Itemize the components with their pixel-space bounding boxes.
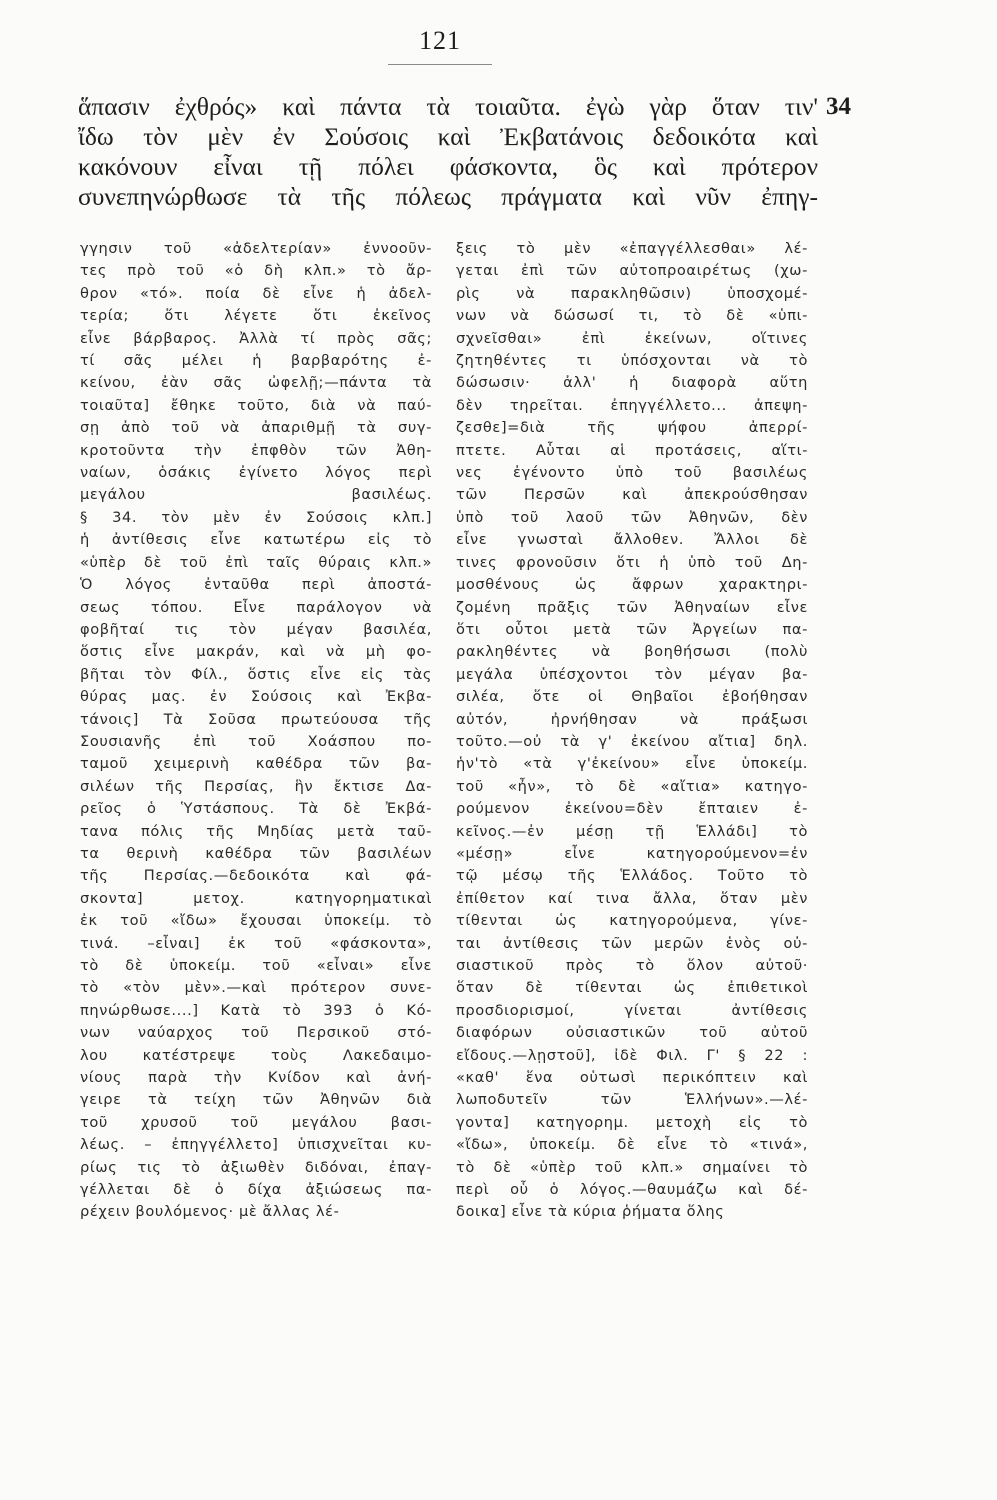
commentary-line: ρακληθέντες νὰ βοηθήσωσι (πολὺ [456,643,808,661]
commentary-line: δώσωσιν· ἀλλ' ἡ διαφορὰ αὕτη [456,374,808,392]
main-text [78,92,818,212]
commentary-line: κείνου, ἐὰν σᾶς ὠφελῇ;—πάντα τὰ [80,374,432,392]
commentary-line: ρίως τις τὸ ἀξιωθὲν διδόναι, ἐπαγ- [80,1158,432,1176]
commentary-line: πηνώρθωσε....] Κατὰ τὸ 393 ὁ Κό- [80,1001,432,1019]
commentary-line: ξεις τὸ μὲν «ἐπαγγέλλεσθαι» λέ- [456,240,808,257]
commentary-line: § 34. τὸν μὲν ἐν Σούσοις κλπ.] [80,508,432,526]
commentary-line: σιαστικοῦ πρὸς τὸ ὅλον αὐτοῦ· [456,957,808,974]
commentary-line: τὸ δὲ ὑποκείμ. τοῦ «εἶναι» εἶνε [80,957,432,974]
commentary-line: ρέχειν βουλόμενος· μὲ ἄλλας λέ- [80,1203,340,1221]
commentary-line: δοικα] εἶνε τὰ κύρια ῥήματα ὅλης [456,1203,725,1221]
commentary-line: μεγάλου βασιλέως. [80,486,432,504]
header-rule [388,64,492,65]
commentary-line: κροτοῦντα τὴν ἐπφθὸν τῶν Ἀθη- [80,441,432,459]
commentary-line: τοῦ «ἦν», τὸ δὲ «αἴτια» κατηγο- [456,777,808,795]
commentary-line: ὅστις εἶνε μακράν, καὶ νὰ μὴ φο- [80,643,432,661]
commentary-line: γέλλεται δὲ ὁ δίχα ἀξιώσεως πα- [80,1181,432,1199]
commentary-line: ἐκ τοῦ «ἴδω» ἔχουσαι ὑποκείμ. τὸ [80,912,432,930]
commentary-line: «ἴδω», ὑποκείμ. δὲ εἶνε τὸ «τινά», [456,1136,808,1154]
commentary-line: φοβῆταί τις τὸν μέγαν βασιλέα, [80,620,432,638]
commentary-line: ρὶς νὰ παρακληθῶσιν) ὑποσχομέ- [456,284,808,302]
commentary-left-column [80,238,432,1224]
commentary-line: προσδιορισμοί, γίνεται ἀντίθεσις [456,1001,808,1019]
commentary-line: ταμοῦ χειμερινὴ καθέδρα τῶν βα- [80,755,432,773]
commentary-line: λου κατέστρεψε τοὺς Λακεδαιμο- [80,1046,432,1064]
commentary-line: τῷ μέσῳ τῆς Ἑλλάδος. Τοῦτο τὸ [456,867,808,885]
commentary-line: σῃ ἀπὸ τοῦ νὰ ἀπαριθμῇ τὰ συγ- [80,419,432,437]
commentary-line: γεται ἐπὶ τῶν αὐτοπροαιρέτως (χω- [456,262,808,280]
margin-section-number: 34 [826,93,851,120]
commentary-line: πτετε. Αὗται αἱ προτάσεις, αἵτι- [456,441,808,459]
commentary-line: ζομένη πρᾶξις τῶν Ἀθηναίων εἶνε [456,598,808,616]
commentary-line: τῆς Περσίας.—δεδοικότα καὶ φά- [80,867,432,885]
commentary-line: ὑπὸ τοῦ λαοῦ τῶν Ἀθηνῶν, δὲν [456,508,808,526]
commentary-line: δὲν τηρεῖται. ἐπηγγέλλετο... ἀπεψη- [456,396,808,414]
commentary-line: γοντα] κατηγορημ. μετοχὴ εἰς τὸ [456,1113,808,1131]
commentary-line: περὶ οὗ ὁ λόγος.—θαυμάζω καὶ δέ- [456,1181,808,1199]
commentary-line: λωποδυτεῖν τῶν Ἑλλήνων».—λέ- [456,1091,808,1109]
commentary-line: γγησιν τοῦ «ἀδελτερίαν» ἐννοοῦν- [80,240,432,257]
commentary-line: εἶνε βάρβαρος. Ἀλλὰ τί πρὸς σᾶς; [80,329,432,347]
commentary-line: τινες φρονοῦσιν ὅτι ἡ ὑπὸ τοῦ Δη- [456,553,808,571]
commentary-line: γειρε τὰ τείχη τῶν Ἀθηνῶν διὰ [80,1091,432,1109]
commentary-line: σκοντα] μετοχ. κατηγορηματικαὶ [80,889,432,907]
main-text-line: συνεπηνώρθωσε τὰ τῆς πόλεως πράγματα καὶ νῦν ἐπηγ- [78,182,818,211]
commentary-line: διαφόρων οὐσιαστικῶν τοῦ αὐτοῦ [456,1024,808,1042]
commentary-line: σιλέα, ὅτε οἱ Θηβαῖοι ἐβοήθησαν [456,688,808,706]
commentary-line: ζητηθέντες τι ὑπόσχονται νὰ τὸ [456,352,808,370]
commentary-line: σχνεῖσθαι» ἐπὶ ἐκείνων, οἵτινες [456,329,808,347]
commentary-line: τινά. –εἶναι] ἐκ τοῦ «φάσκοντα», [80,934,432,952]
commentary-line: νίους παρὰ τὴν Κνίδον καὶ ἀνή- [80,1069,432,1087]
commentary-line: θύρας μας. ἐν Σούσοις καὶ Ἐκβα- [80,688,432,706]
commentary-line: εἴδους.—λῃστοῦ], ἰδὲ Φιλ. Γ' § 22 : [456,1046,808,1064]
commentary-line: τὸ «τὸν μὲν».—καὶ πρότερον συνε- [80,979,432,997]
commentary-line: τοῦτο.—οὐ τὰ γ' ἐκείνου αἴτια] δηλ. [456,732,808,750]
commentary-line: ἡν'τὸ «τὰ γ'ἐκείνου» εἶνε ὑποκείμ. [456,755,808,773]
commentary-line: βῆται τὸν Φίλ., ὅστις εἶνε εἰς τὰς [80,665,432,683]
commentary-line: Ὁ λόγος ἐνταῦθα περὶ ἀποστά- [80,576,432,594]
commentary-line: νων ναύαρχος τοῦ Περσικοῦ στό- [80,1024,432,1042]
commentary-line: σιλέων τῆς Περσίας, ἣν ἔκτισε Δα- [80,777,432,795]
commentary-line: τί σᾶς μέλει ἡ βαρβαρότης ἐ- [80,352,432,370]
commentary-line: ρεῖος ὁ Ὑστάσπους. Τὰ δὲ Ἐκβά- [80,800,432,818]
commentary-line: τανα πόλις τῆς Μηδίας μετὰ ταῦ- [80,822,432,840]
commentary-line: τοῦ χρυσοῦ τοῦ μεγάλου βασι- [80,1113,432,1131]
commentary-line: ται ἀντίθεσις τῶν μερῶν ἑνὸς οὐ- [456,934,808,952]
commentary-line: «ὑπὲρ δὲ τοῦ ἐπὶ ταῖς θύραις κλπ.» [80,553,432,571]
commentary-line: τίθενται ὡς κατηγορούμενα, γίνε- [456,912,808,930]
commentary-line: ναίων, ὁσάκις ἐγίνετο λόγος περὶ [80,464,432,482]
commentary-line: τερία; ὅτι λέγετε ὅτι ἐκεῖνος [80,307,432,325]
commentary-line: εἶνε γνωσταὶ ἄλλοθεν. Ἄλλοι δὲ [456,531,808,549]
commentary-line: αὐτόν, ἠρνήθησαν νὰ πράξωσι [456,710,808,728]
page-number: 121 [419,26,461,55]
commentary-line: σεως τόπου. Εἶνε παράλογον νὰ [80,598,432,616]
commentary-line: ἐπίθετον καί τινα ἄλλα, ὅταν μὲν [456,889,808,907]
commentary-line: ζεσθε]=διὰ τῆς ψήφου ἀπερρί- [456,419,808,437]
commentary-line: ρούμενον ἐκείνου=δὲν ἔπταιεν ἐ- [456,800,808,818]
commentary-line: «καθ' ἕνα οὑτωσὶ περικόπτειν καὶ [456,1069,808,1087]
commentary-line: λέως. – ἐπηγγέλλετο] ὑπισχνεῖται κυ- [80,1136,432,1154]
commentary-line: νες ἐγένοντο ὑπὸ τοῦ βασιλέως [456,464,808,482]
commentary-line: τοιαῦτα] ἔθηκε τοῦτο, διὰ νὰ παύ- [80,396,432,414]
commentary-line: ἡ ἀντίθεσις εἶνε κατωτέρω εἰς τὸ [80,531,432,549]
main-text-line: ἴδω τὸν μὲν ἐν Σούσοις καὶ Ἐκβατάνοις δεδοικότα καὶ [78,122,818,151]
commentary-line: μοσθένους ὡς ἄφρων χαρακτηρι- [456,576,808,594]
commentary-line: ὅταν δὲ τίθενται ὡς ἐπιθετικοὶ [456,979,808,997]
commentary-line: τα θερινὴ καθέδρα τῶν βασιλέων [80,844,432,862]
commentary-line: τὸ δὲ «ὑπὲρ τοῦ κλπ.» σημαίνει τὸ [456,1158,808,1176]
commentary-line: θρον «τό». ποία δὲ εἶνε ἡ ἀδελ- [80,284,432,302]
main-text-line: ἅπασιν ἐχθρός» καὶ πάντα τὰ τοιαῦτα. ἐγὼ γὰρ ὅταν τιν' [78,92,818,121]
commentary-line: κεῖνος.—ἐν μέσῃ τῇ Ἑλλάδι] τὸ [456,822,808,840]
commentary-right-column [456,238,808,1224]
commentary-line: ὅτι οὗτοι μετὰ τῶν Ἀργείων πα- [456,620,808,638]
commentary-line: «μέσῃ» εἶνε κατηγορούμενον=ἐν [456,844,808,862]
main-text-line: κακόνουν εἶναι τῇ πόλει φάσκοντα, ὃς καὶ πρότερον [78,152,818,181]
commentary-line: τες πρὸ τοῦ «ὁ δὴ κλπ.» τὸ ἄρ- [80,262,432,280]
commentary-line: μεγάλα ὑπέσχοντοι τὸν μέγαν βα- [456,665,808,683]
commentary-line: Σουσιανῆς ἐπὶ τοῦ Χοάσπου πο- [80,732,432,750]
commentary-line: τάνοις] Τὰ Σοῦσα πρωτεύουσα τῆς [80,710,432,728]
commentary-line: νων νὰ δώσωσί τι, τὸ δὲ «ὑπι- [456,307,808,325]
commentary-line: τῶν Περσῶν καὶ ἀπεκρούσθησαν [456,486,808,504]
